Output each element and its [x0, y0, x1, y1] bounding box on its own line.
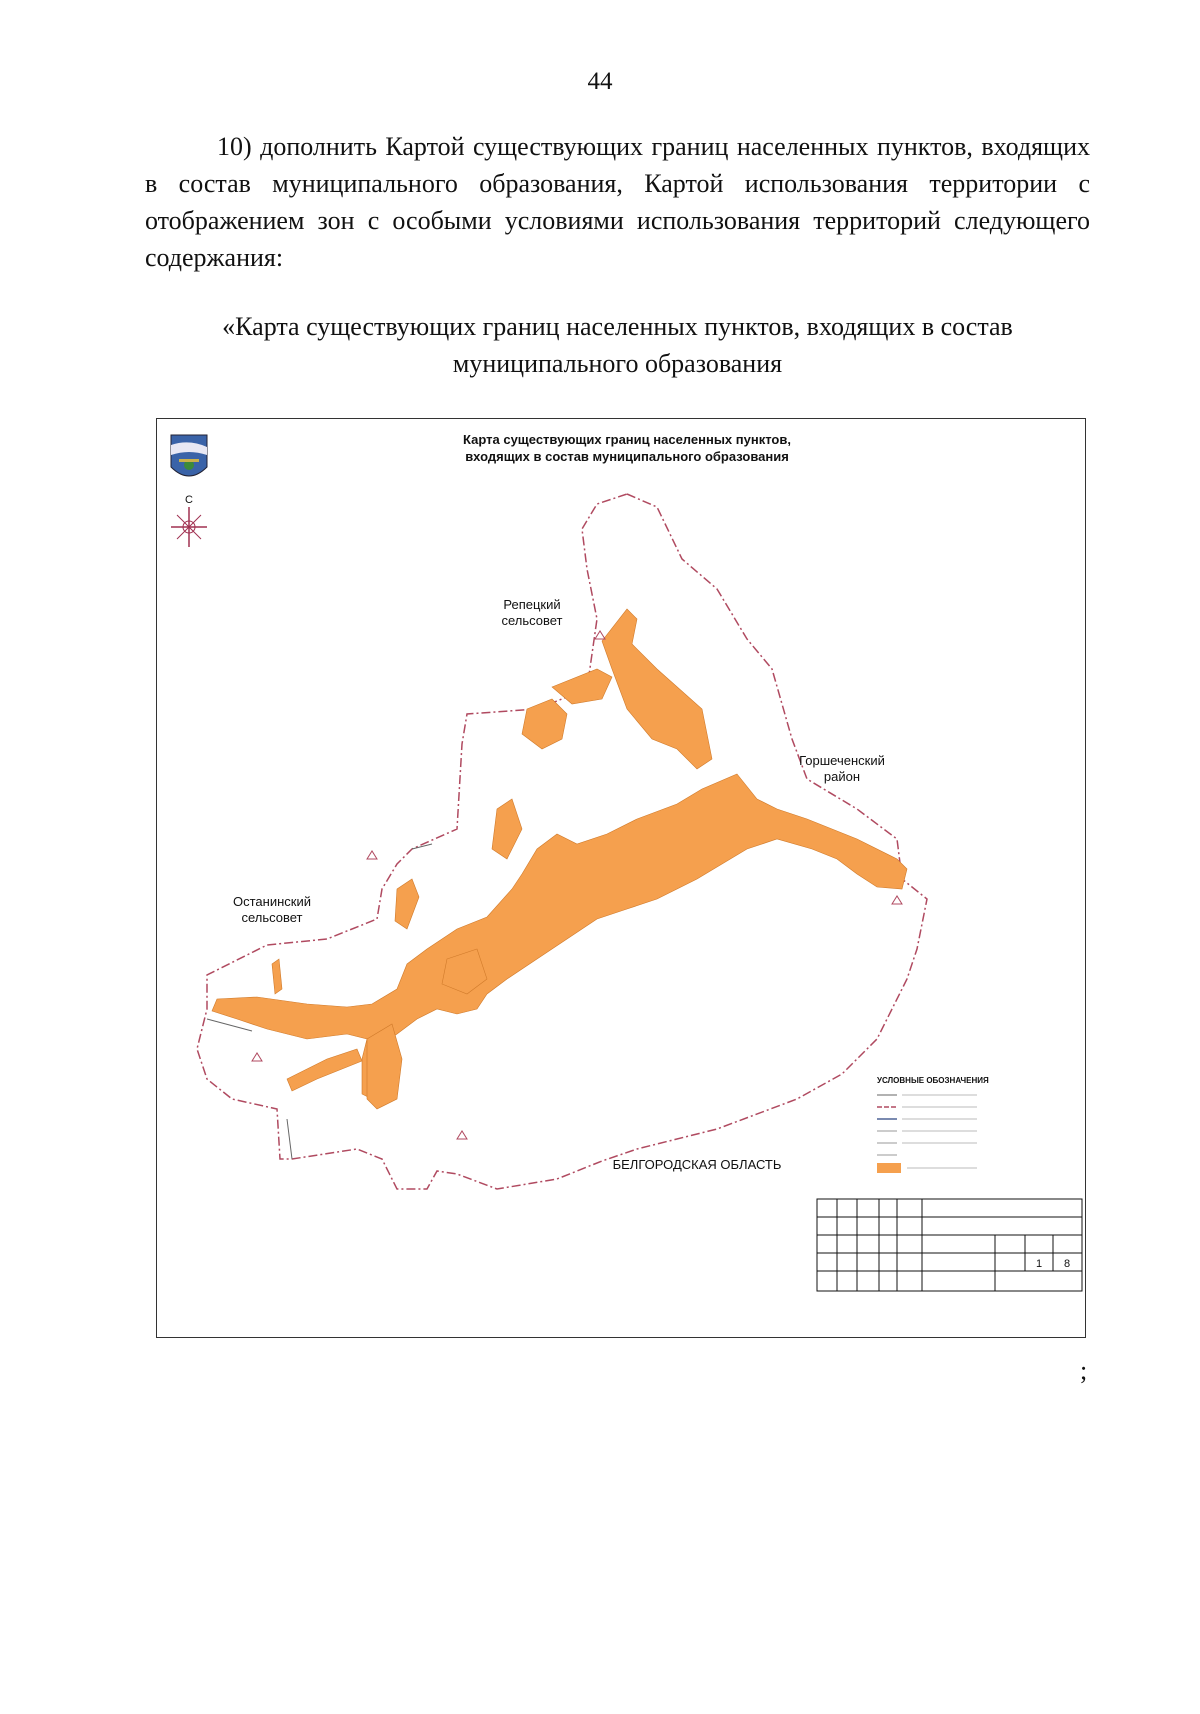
map-caption: «Карта существующих границ населенных пунктов, входящих в состав муниципального образования [222, 312, 1013, 378]
map-title-line2: входящих в состав муниципального образования [465, 449, 789, 464]
map-figure [156, 418, 1086, 1338]
settlement-area-branch-1 [492, 799, 522, 859]
settlement-areas [212, 609, 907, 1109]
legend-title: УСЛОВНЫЕ ОБОЗНАЧЕНИЯ [877, 1076, 989, 1085]
map-legend [877, 1076, 989, 1173]
coat-of-arms-icon [171, 435, 207, 476]
settlement-area-north [602, 609, 712, 769]
settlement-area-main-belt [212, 774, 907, 1099]
settlement-area-south [367, 1024, 402, 1109]
region-label-ostaninsky-line1: Останинский [233, 894, 311, 909]
title-block-stamp [817, 1199, 1082, 1291]
settlement-area-small [272, 959, 282, 994]
region-label-belgorod: БЕЛГОРОДСКАЯ ОБЛАСТЬ [612, 1157, 782, 1172]
region-label-repetsky-line2: сельсовет [501, 613, 563, 628]
stamp-sheet-total: 8 [1063, 1258, 1071, 1270]
settlement-area-branch-2 [395, 879, 419, 929]
legend-settlement-swatch [877, 1163, 901, 1173]
region-label-ostaninsky-line2: сельсовет [241, 910, 303, 925]
stamp-sheet-number: 1 [1035, 1258, 1043, 1270]
region-label-repetsky-line1: Репецкий [503, 597, 561, 612]
body-paragraph: 10) дополнить Картой существующих границ населенных пунктов, входящих в состав муниципального образования, Картой использования территории с отображением зон с особыми условиями использования территорий следующего содержания: [145, 132, 1090, 272]
region-label-gorshechensky-line2: район [823, 769, 861, 784]
region-label-gorshechensky-line1: Горшеченский [799, 753, 885, 768]
settlement-area-west-strip [287, 1049, 362, 1091]
map-drawing [157, 419, 1084, 1336]
map-title-line1: Карта существующих границ населенных пунктов, [463, 432, 791, 447]
settlement-area-gutor [522, 699, 567, 749]
page-number: 44 [587, 68, 613, 95]
compass-rose-icon [171, 494, 207, 547]
trailing-semicolon: ; [1080, 1356, 1088, 1385]
compass-north-letter: С [185, 494, 193, 506]
